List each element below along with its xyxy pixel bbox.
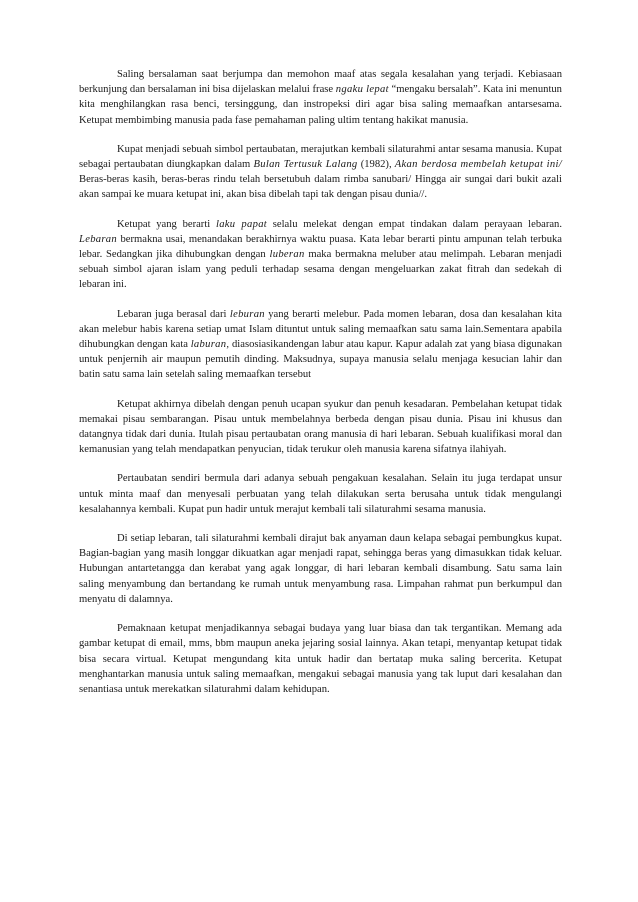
text-run: selalu melekat dengan empat tindakan dalam perayaan lebaran.: [267, 218, 562, 230]
text-run: Pemaknaan ketupat menjadikannya sebagai budaya yang luar biasa dan tak tergantikan. Memang ada gambar ketupat di email, mms, bbm maupun aneka jejaring sosial lainnya. Akan tetapi, menyantap ketupat tidak bisa secara virtual. Ketupat mengundang kita untuk hadir dan bertatap muka saling bercerita. Ketupat menghantarkan manusia untuk saling memaafkan, mengakui sebagai manusia yang tak luput dari kesalahan dan senantiasa untuk merekatkan silaturahmi dalam kehidupan.: [79, 623, 562, 695]
italic-phrase: Bulan Tertusuk Lalang: [253, 159, 358, 171]
text-run: yang berarti melebur. Pada momen lebaran, dosa dan kesalahan kita akan melebur habis karena setiap umat Islam dituntut untuk saling memaafkan satu sama lain.Sementara apabila dihubungkan dengan kata: [79, 308, 563, 351]
text-run: Lebaran juga berasal dari: [117, 308, 230, 320]
italic-phrase: luberan: [269, 249, 305, 261]
paragraph: [79, 67, 562, 128]
paragraph: [79, 621, 562, 697]
text-run: (1982),: [357, 159, 395, 171]
text-run: Saling bersalaman saat berjumpa dan memohon maaf atas segala kesalahan yang terjadi. Kebiasaan berkunjung dan bersalaman ini bisa dijelaskan melalui frase: [79, 69, 562, 96]
paragraph: [79, 307, 562, 383]
italic-phrase: laburan,: [190, 339, 230, 351]
paragraph: [79, 142, 562, 203]
text-run: Beras-beras kasih, beras-beras rindu telah bersetubuh dalam rimba sanubari/ Hingga air sungai dari bukit azali akan sampai ke muara ketupat ini, akan bisa dibelah tapi tak dengan pisau dunia//.: [79, 174, 562, 201]
text-run: diasosiasikandengan labur atau kapur. Kapur adalah zat yang biasa digunakan untuk penjernih air maupun pemutih dinding. Maksudnya, supaya manusia selalu menjaga kesucian lahir dan batin satu sama lain setelah saling memaafkan tersebut: [79, 339, 563, 381]
paragraph: [79, 471, 562, 517]
italic-phrase: laku papat: [215, 218, 268, 230]
italic-phrase: Lebaran: [79, 233, 118, 245]
paragraph: [79, 217, 562, 293]
italic-phrase: ngaku lepat: [335, 84, 389, 96]
italic-phrase: Akan berdosa membelah ketupat ini/: [394, 159, 562, 171]
text-run: Di setiap lebaran, tali silaturahmi kembali dirajut bak anyaman daun kelapa sebagai pembungkus kupat. Bagian-bagian yang masih longgar dikuatkan agar menjadi rapat, sehingga beras yang dimasukkan tidak keluar. Hubungan antartetangga dan kerabat yang agak longgar, di hari lebaran kembali disambung. Satu sama lain saling menyambung dan bertandang ke rumah untuk menyambung rasa. Limpahan rahmat pun berkumpul dan menyatu di dalamnya.: [79, 533, 562, 605]
italic-phrase: leburan: [229, 308, 265, 320]
text-run: Ketupat akhirnya dibelah dengan penuh ucapan syukur dan penuh kesadaran. Pembelahan ketupat tidak memakai pisau sembarangan. Pisau untuk membelahnya berbeda dengan pisau dunia. Pisau ini khusus dan datangnya tidak dari dunia. Itulah pisau pertaubatan orang manusia di hari lebaran. Sebuah kualifikasi moral dan kemanusian yang telah mendapatkan penyucian, tidak terukur oleh manusia karena sifatnya ilahiyah.: [79, 398, 562, 456]
text-run: Ketupat yang berarti: [117, 218, 216, 230]
text-run: Pertaubatan sendiri bermula dari adanya sebuah pengakuan kesalahan. Selain itu juga terdapat unsur untuk minta maaf dan menyesali perbuatan yang telah dilakukan serta berusaha untuk tidak mengulangi kesalahannya kembali. Kupat pun hadir untuk merajut kembali tali silaturahmi sesama manusia.: [79, 473, 562, 515]
paragraph: [79, 397, 562, 458]
paragraph: [79, 531, 562, 607]
text-run: bermakna usai, menandakan berakhirnya waktu puasa. Kata lebar berarti pintu ampunan telah terbuka lebar. Sedangkan jika dihubungkan dengan: [79, 233, 562, 261]
text-run: Kupat menjadi sebuah simbol pertaubatan, merajutkan kembali silaturahmi antar sesama manusia. Kupat sebagai pertaubatan diungkapkan dalam: [79, 143, 562, 171]
text-run: “mengaku bersalah”. Kata ini menuntun kita menghilangkan rasa benci, tersinggung, dan instropeksi diri agar bisa saling memaafkan antarsesama. Ketupat membimbing manusia pada fase pemahaman paling ultim tentang hakikat manusia.: [79, 84, 562, 126]
text-run: maka bermakna meluber atau melimpah. Lebaran menjadi sebuah simbol ajaran islam yang peduli terhadap sesama dengan mengeluarkan zakat fitrah dan sedekah di lebaran ini.: [79, 249, 562, 291]
